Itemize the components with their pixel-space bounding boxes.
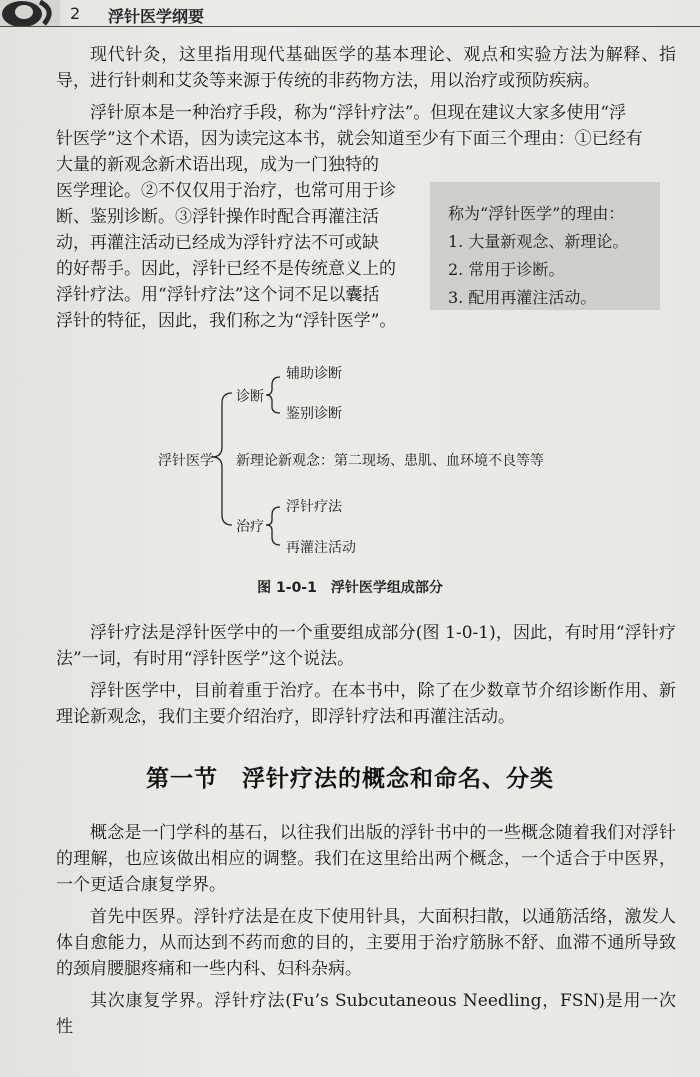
paragraph-tcm-definition: 首先中医界。浮针疗法是在皮下使用针具，大面积扫散，以通筋活络，激发人体自愈能力，从而达到不药而愈的目的，主要用于治疗筋脉不舒、血滞不通所导致的颈肩腰腿疼痛和一些内科、妇科杂病。: [56, 907, 676, 979]
paragraph-line: 针医学”这个术语，因为读完这本书，就会知道至少有下面三个理由：①已经有: [56, 129, 643, 149]
paragraph-line: 浮针疗法。用“浮针疗法”这个词不足以囊括: [56, 285, 380, 305]
composition-diagram: [150, 355, 610, 575]
paragraph-modern-acupuncture: 现代针灸，这里指用现代基础医学的基本理论、观点和实验方法为解释、指导，进行针刺和艾灸等来源于传统的非药物方法，用以治疗或预防疾病。: [56, 45, 676, 91]
paragraph-line: 动，再灌注活动已经成为浮针疗法不可或缺: [56, 233, 379, 253]
header-ornament-icon: [0, 0, 60, 26]
sidebar-item: 1. 大量新观念、新理论。: [448, 232, 629, 251]
diagram-root: 浮针医学: [158, 453, 214, 469]
paragraph-line: 断、鉴别诊断。③浮针操作时配合再灌注活: [56, 207, 379, 227]
paragraph-line: 医学理论。②不仅仅用于治疗，也常可用于诊: [56, 181, 396, 201]
paragraph-line: 浮针的特征，因此，我们称之为“浮针医学”。: [56, 311, 397, 331]
reasons-sidebar: [430, 182, 660, 310]
diagram-branch-diagnosis: 诊断: [236, 389, 264, 405]
figure-caption: 图 1-0-1 浮针医学组成部分: [257, 580, 443, 596]
diagram-leaf-aux-diagnosis: 辅助诊断: [286, 366, 342, 382]
paragraph-line: 的好帮手。因此，浮针已经不是传统意义上的: [56, 259, 396, 279]
paragraph-line: 浮针原本是一种治疗手段，称为“浮针疗法”。但现在建议大家多使用“浮: [90, 103, 627, 123]
diagram-branch-theory: 新理论新观念：第二现场、患肌、血环境不良等等: [236, 453, 544, 469]
paragraph-concept: 概念是一门学科的基石，以往我们出版的浮针书中的一些概念随着我们对浮针的理解，也应该做出相应的调整。我们在这里给出两个概念，一个适合于中医界，一个更适合康复学界。: [56, 823, 676, 895]
section-heading: 第一节 浮针疗法的概念和命名、分类: [146, 765, 554, 792]
diagram-leaf-fsn: 浮针疗法: [286, 499, 342, 515]
paragraph-line: 大量的新观念新术语出现，成为一门独特的: [56, 155, 379, 175]
running-title: 浮针医学纲要: [108, 7, 205, 26]
page-header: [0, 0, 700, 27]
sidebar-title: 称为“浮针医学”的理由：: [448, 204, 625, 223]
sidebar-item: 3. 配用再灌注活动。: [448, 288, 597, 307]
diagram-leaf-reperfusion: 再灌注活动: [286, 540, 356, 556]
diagram-branch-treatment: 治疗: [236, 519, 264, 535]
paragraph-focus-treatment: 浮针医学中，目前着重于治疗。在本书中，除了在少数章节介绍诊断作用、新理论新观念，我们主要介绍治疗，即浮针疗法和再灌注活动。: [56, 681, 676, 727]
sidebar-item: 2. 常用于诊断。: [448, 260, 565, 279]
paragraph-rehab-definition: 其次康复学界。浮针疗法(Fu’s Subcutaneous Needling，FSN)是用一次性: [56, 991, 676, 1037]
paragraph-fsn-component: 浮针疗法是浮针医学中的一个重要组成部分(图 1-0-1)，因此，有时用“浮针疗法”一词，有时用“浮针医学”这个说法。: [56, 623, 676, 669]
diagram-leaf-differential-diagnosis: 鉴别诊断: [286, 406, 342, 422]
page-number: 2: [70, 4, 81, 23]
